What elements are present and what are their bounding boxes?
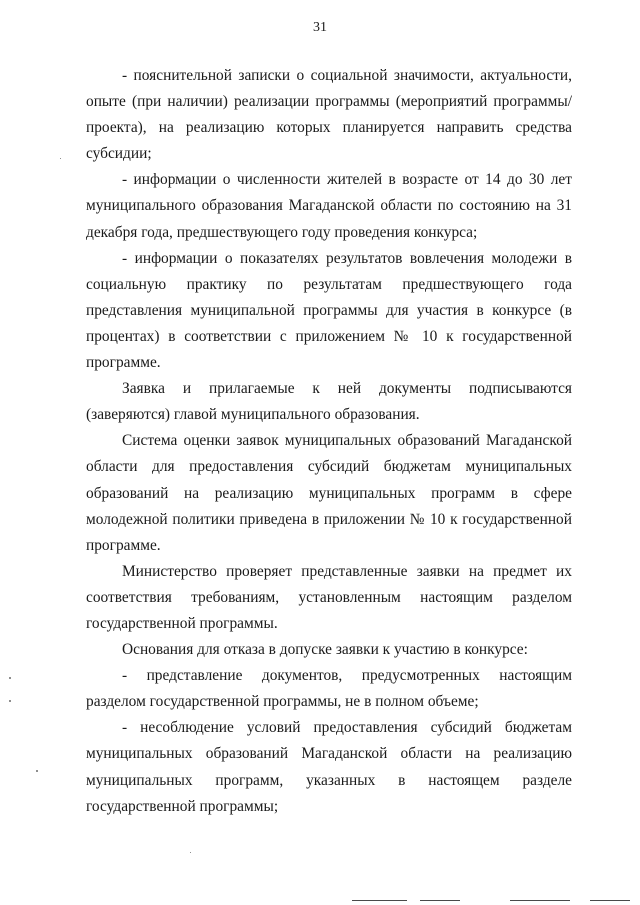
scan-line (510, 900, 570, 901)
paragraph-ministry-review: Министерство проверяет представленные заявки на предмет их соответствия требованиям, установленным настоящим разделом государственной программы. (86, 562, 572, 632)
scan-line (590, 900, 630, 901)
scan-dot (9, 677, 11, 679)
scan-dot (190, 852, 191, 853)
document-body (86, 63, 572, 820)
paragraph-youth-indicators: - информации о показателях результатов вовлечения молодежи в социальную практику по результатам предшествующего года представления муниципальной программы для участия в конкурсе (в процентах) в соответствии с приложением № 10 к государственной программе. (86, 249, 572, 372)
scan-dot (9, 700, 11, 702)
paragraph-explanatory-note: - пояснительной записки о социальной значимости, актуальности, опыте (при наличии) реализации программы (мероприятий программы/проекта), на реализацию которых планируется направить средства субсидии; (86, 67, 572, 163)
paragraph-evaluation-system: Система оценки заявок муниципальных образований Магаданской области для предоставления субсидий бюджетам муниципальных образований на реализацию муниципальных программ в сфере молодежной политики приведена в приложении № 10 к государственной программе. (86, 432, 572, 554)
scan-dot (36, 770, 38, 772)
scan-line (420, 900, 460, 901)
paragraph-population-info: - информации о численности жителей в возрасте от 14 до 30 лет муниципального образования Магаданской области по состоянию на 31 декабря года, предшествующего году проведения конкурса; (86, 171, 572, 241)
scan-line (352, 900, 407, 901)
paragraph-application-signing: Заявка и прилагаемые к ней документы подписываются (заверяются) главой муниципального образования. (86, 380, 572, 424)
paragraph-incomplete-documents: - представление документов, предусмотренных настоящим разделом государственной программы, не в полном объеме; (86, 667, 572, 711)
paragraph-conditions-violation: - несоблюдение условий предоставления субсидий бюджетам муниципальных образований Магаданской области на реализацию муниципальных программ, указанных в настоящем разделе государственной программы; (86, 719, 572, 815)
paragraph-refusal-grounds: Основания для отказа в допуске заявки к участию в конкурсе: (122, 641, 528, 659)
scan-dot (60, 158, 61, 159)
page-number: 31 (313, 20, 327, 35)
